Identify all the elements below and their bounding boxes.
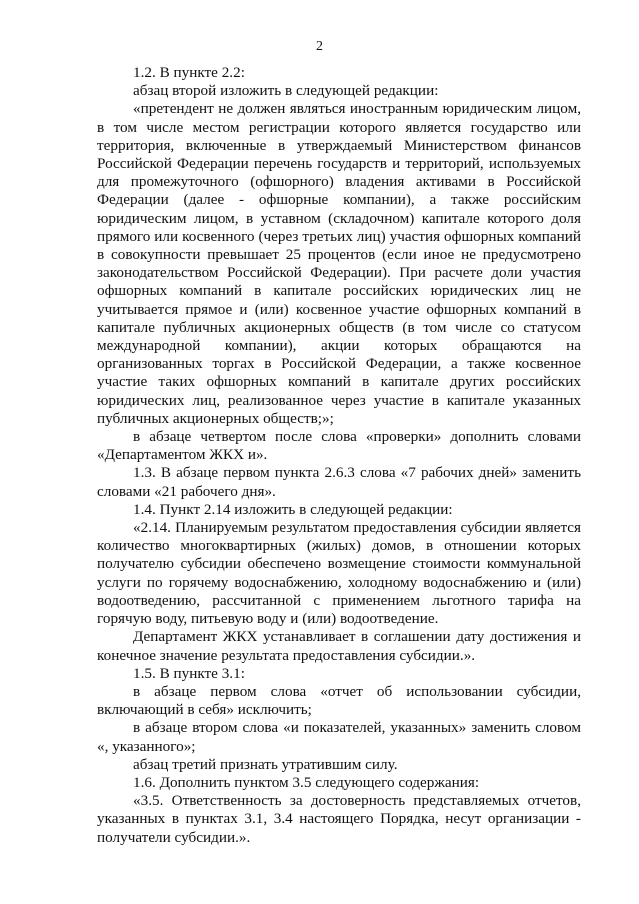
paragraph: абзац второй изложить в следующей редакции: [133,82,439,100]
paragraph: в абзаце втором слова «и показателей, указанных» заменить словом «, указанного»; [97,719,581,755]
paragraph: абзац третий признать утратившим силу. [133,755,398,773]
paragraph: 1.5. В пункте 3.1: [133,664,245,682]
paragraph: Департамент ЖКХ устанавливает в соглашении дату достижения и конечное значение результата предоставления субсидии.». [97,628,581,664]
paragraph: «претендент не должен являться иностранным юридическим лицом, в том числе местом регистрации которого является государство или территория, включенные в утверждаемый Министерством финансов Российской Федерации перечень государств и территорий, используемых для промежуточного (офшорного) владения активами в Российской Федерации (далее - офшорные компании), а также российским юридическим лицом, в уставном (складочном) капитале которого доля прямого или косвенного (через третьих лиц) участия офшорных компаний в совокупности превышает 25 процентов (если иное не предусмотрено законодательством Российской Федерации). При расчете доли участия офшорных компаний в капитале российских юридических лиц не учитывается прямое и (или) косвенное участие офшорных компаний в капитале публичных акционерных обществ (в том числе со статусом международной компании), акции которых обращаются на организованных торгах в Российской Федерации, а также косвенное участие таких офшорных компаний в капитале других российских юридических лиц, реализованное через участие в капитале указанных публичных акционерных обществ;»; [97,100,581,427]
paragraph: 1.3. В абзаце первом пункта 2.6.3 слова «7 рабочих дней» заменить словами «21 рабочего дня». [97,464,581,500]
paragraph: 1.2. В пункте 2.2: [133,64,245,81]
paragraph: «3.5. Ответственность за достоверность представляемых отчетов, указанных в пунктах 3.1, 3.4 настоящего Порядка, несут организации - получатели субсидии.». [97,792,581,846]
paragraph: 1.4. Пункт 2.14 изложить в следующей редакции: [133,500,453,518]
paragraph: «2.14. Планируемым результатом предоставления субсидии является количество многоквартирных (жилых) домов, в отношении которых получателю субсидии обеспечено возмещение стоимости коммунальной услуги по горячему водоснабжению, холодному водоснабжению и (или) водоотведению, рассчитанной с применением льготного тарифа на горячую воду, питьевую воду и (или) водоотведение. [97,519,581,628]
paragraph: в абзаце первом слова «отчет об использовании субсидии, включающий в себя» исключить; [97,682,581,719]
paragraph: 1.6. Дополнить пунктом 3.5 следующего содержания: [133,773,480,791]
document-body [97,64,581,847]
page-number: 2 [316,39,323,54]
paragraph: в абзаце четвертом после слова «проверки» дополнить словами «Департаментом ЖКХ и». [97,428,581,464]
